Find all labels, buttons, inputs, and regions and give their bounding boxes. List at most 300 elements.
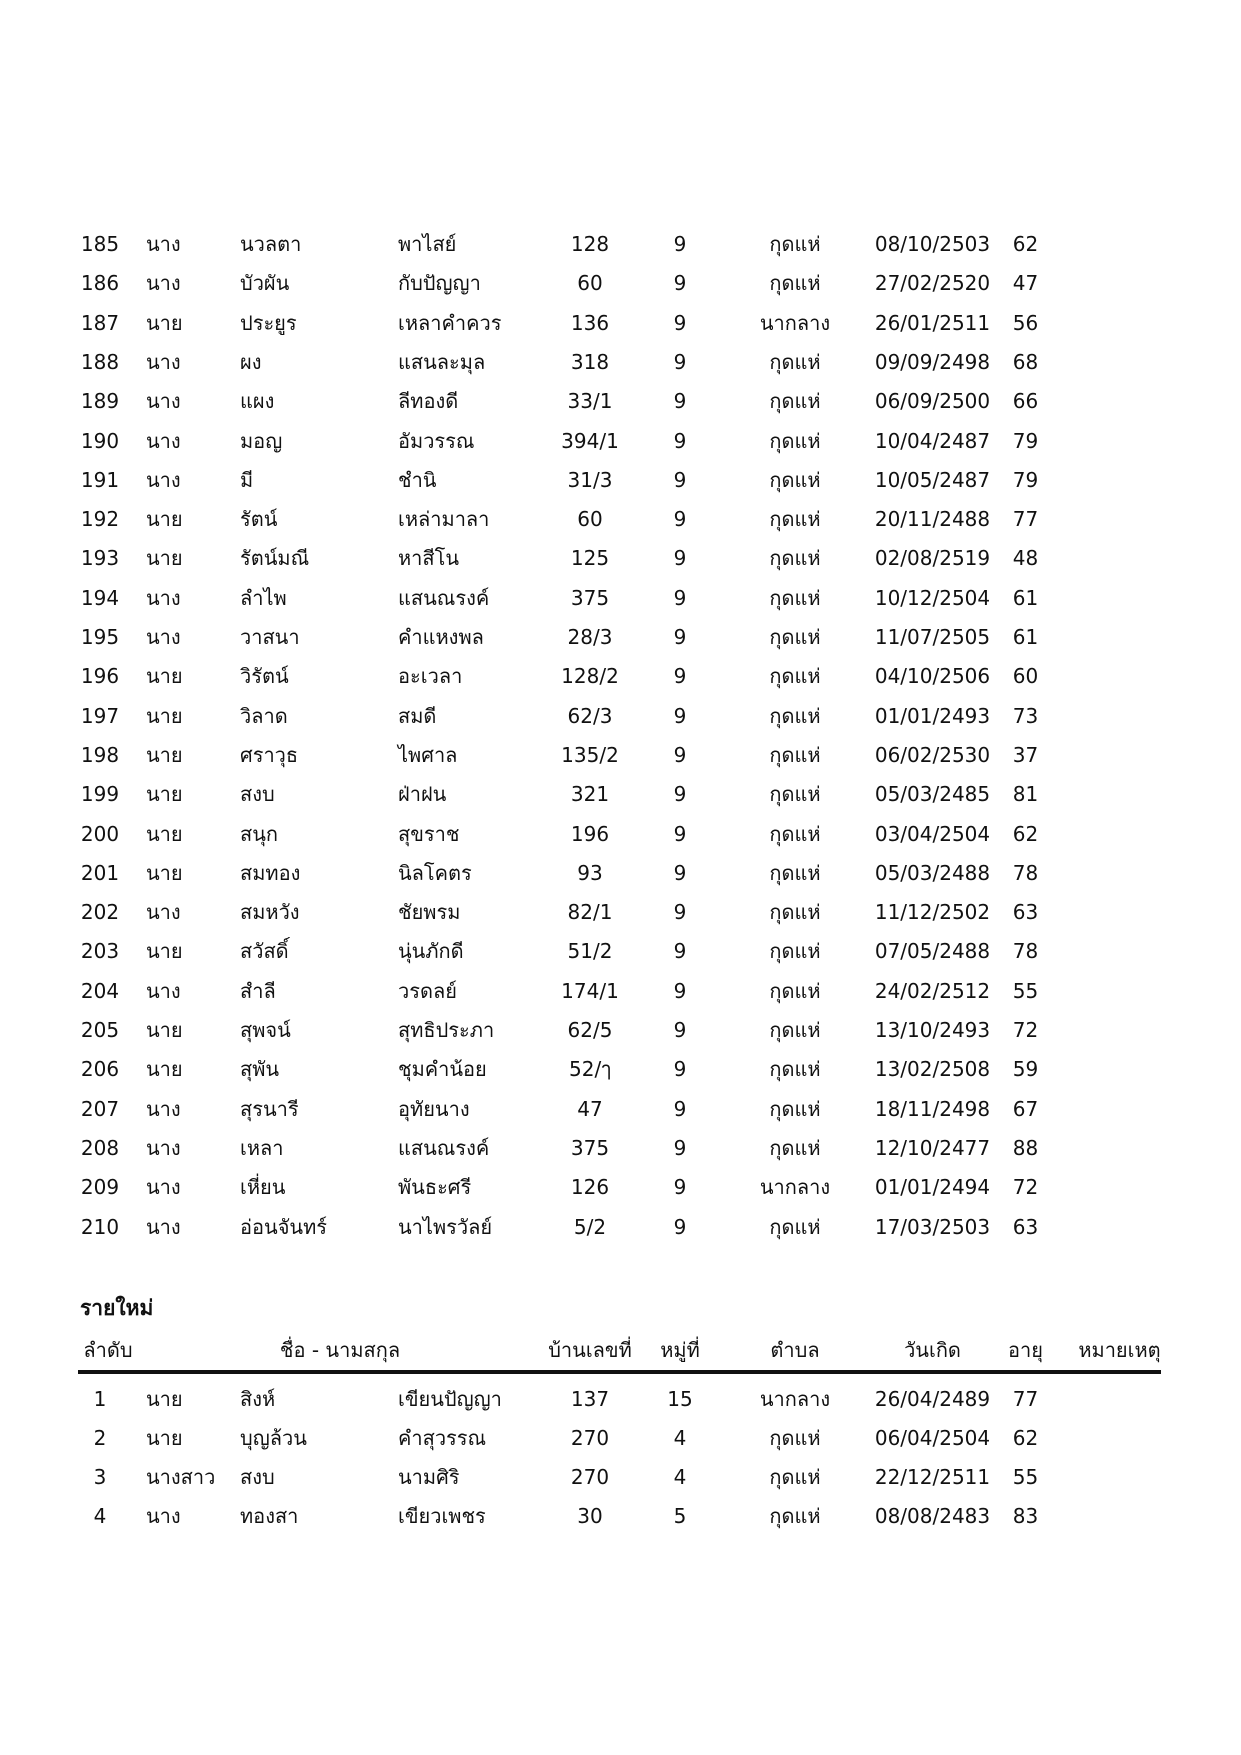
cell-no: 196 [80, 664, 120, 689]
cell-last: พันธะศรี [398, 1175, 472, 1200]
cell-moo: 9 [673, 742, 687, 767]
table-row [0, 382, 1241, 421]
cell-no: 191 [80, 467, 120, 492]
cell-title: นาง [146, 389, 181, 414]
cell-birth: 26/01/2511 [874, 310, 991, 335]
cell-no: 210 [80, 1214, 120, 1239]
cell-house: 128/2 [561, 664, 619, 689]
cell-tambon: กุดแห่ [769, 1214, 821, 1239]
cell-age: 59 [1012, 1057, 1039, 1082]
cell-birth: 06/02/2530 [874, 742, 991, 767]
cell-age: 66 [1012, 389, 1039, 414]
cell-no: 202 [80, 900, 120, 925]
cell-moo: 9 [673, 271, 687, 296]
cell-house: 270 [570, 1426, 610, 1450]
cell-birth: 04/10/2506 [874, 664, 991, 689]
cell-age: 78 [1012, 939, 1039, 964]
table-row [0, 657, 1241, 696]
cell-last: ฝ่าฝน [398, 782, 447, 807]
cell-last: ชัยพรม [398, 900, 461, 925]
cell-tambon: กุดแห่ [769, 703, 821, 728]
cell-title: นาง [146, 467, 181, 492]
cell-first: สุพัน [240, 1057, 280, 1082]
cell-birth: 08/08/2483 [874, 1504, 991, 1528]
cell-last: สุทธิประภา [398, 1018, 495, 1042]
cell-no: 203 [80, 939, 120, 964]
cell-tambon: กุดแห่ [769, 389, 821, 414]
table-row [0, 736, 1241, 775]
cell-first: ผง [240, 349, 262, 374]
cell-moo: 9 [673, 1018, 687, 1042]
cell-age: 77 [1012, 1387, 1039, 1411]
cell-first: สงบ [240, 782, 275, 807]
cell-moo: 9 [673, 1135, 687, 1160]
cell-no: 206 [80, 1057, 120, 1082]
cell-moo: 9 [673, 821, 687, 846]
table-row [0, 579, 1241, 618]
cell-title: นาย [146, 1387, 183, 1411]
cell-first: เหลา [240, 1135, 284, 1160]
cell-tambon: นากลาง [759, 1175, 831, 1200]
cell-age: 83 [1012, 1504, 1039, 1528]
cell-title: นาย [146, 507, 183, 532]
cell-age: 79 [1012, 428, 1039, 453]
cell-last: เหลาคำควร [398, 310, 502, 335]
header-divider [78, 1370, 1161, 1374]
cell-first: เหี่ยน [240, 1175, 286, 1200]
table-row [0, 225, 1241, 264]
cell-first: ประยูร [240, 310, 297, 335]
cell-last: สุขราช [398, 821, 460, 846]
cell-first: รัตน์มณี [240, 546, 310, 571]
header-moo: หมู่ที่ [660, 1338, 700, 1362]
cell-tambon: นากลาง [759, 310, 831, 335]
cell-title: นาย [146, 782, 183, 807]
cell-birth: 09/09/2498 [874, 349, 991, 374]
cell-title: นาย [146, 1426, 183, 1450]
table-row [0, 815, 1241, 854]
cell-house: 126 [570, 1175, 610, 1200]
cell-birth: 27/02/2520 [874, 271, 991, 296]
table-row [0, 893, 1241, 932]
cell-no: 4 [93, 1504, 107, 1528]
cell-house: 28/3 [567, 625, 613, 649]
cell-tambon: กุดแห่ [769, 900, 821, 925]
cell-last: นุ่นภักดี [398, 939, 464, 964]
cell-moo: 9 [673, 703, 687, 728]
cell-house: 125 [570, 546, 610, 571]
cell-title: นาย [146, 310, 183, 335]
cell-first: สุพจน์ [240, 1018, 291, 1042]
cell-first: สวัสดิ์ [240, 939, 289, 964]
cell-first: ศราวุธ [240, 742, 299, 767]
cell-house: 375 [570, 585, 610, 610]
cell-moo: 9 [673, 585, 687, 610]
cell-title: นาย [146, 821, 183, 846]
cell-tambon: กุดแห่ [769, 271, 821, 296]
cell-first: นวลตา [240, 232, 302, 256]
cell-no: 192 [80, 507, 120, 532]
cell-last: แสนละมุล [398, 349, 486, 374]
cell-title: นาย [146, 703, 183, 728]
cell-birth: 10/05/2487 [874, 467, 991, 492]
cell-moo: 9 [673, 1096, 687, 1121]
cell-age: 78 [1012, 860, 1039, 885]
table-row [0, 343, 1241, 382]
cell-house: 60 [577, 271, 603, 296]
cell-birth: 01/01/2493 [874, 703, 991, 728]
cell-age: 79 [1012, 467, 1039, 492]
cell-moo: 9 [673, 546, 687, 571]
table-header [0, 1332, 1241, 1368]
cell-tambon: กุดแห่ [769, 782, 821, 807]
cell-house: 196 [570, 821, 610, 846]
cell-tambon: กุดแห่ [769, 1135, 821, 1160]
cell-title: นาง [146, 1175, 181, 1200]
cell-age: 60 [1012, 664, 1039, 689]
cell-house: 128 [570, 232, 610, 256]
cell-birth: 03/04/2504 [874, 821, 991, 846]
cell-house: 31/3 [567, 467, 613, 492]
cell-no: 205 [80, 1018, 120, 1042]
cell-house: 52/ๅ [569, 1057, 611, 1082]
cell-tambon: กุดแห่ [769, 1426, 821, 1450]
cell-title: นาง [146, 625, 181, 649]
cell-title: นาง [146, 232, 181, 256]
table-row [0, 304, 1241, 343]
cell-birth: 13/10/2493 [874, 1018, 991, 1042]
cell-tambon: กุดแห่ [769, 1504, 821, 1528]
cell-tambon: กุดแห่ [769, 978, 821, 1003]
cell-tambon: กุดแห่ [769, 1057, 821, 1082]
cell-house: 82/1 [567, 900, 613, 925]
cell-no: 204 [80, 978, 120, 1003]
table-row [0, 932, 1241, 971]
cell-birth: 06/09/2500 [874, 389, 991, 414]
cell-age: 56 [1012, 310, 1039, 335]
table-row [0, 1090, 1241, 1129]
cell-age: 72 [1012, 1175, 1039, 1200]
cell-house: 62/5 [567, 1018, 613, 1042]
cell-no: 198 [80, 742, 120, 767]
cell-title: นาง [146, 585, 181, 610]
cell-moo: 9 [673, 939, 687, 964]
header-note: หมายเหตุ [1078, 1338, 1161, 1362]
cell-house: 47 [577, 1096, 603, 1121]
table-row [0, 264, 1241, 303]
cell-last: พาไสย์ [398, 232, 457, 256]
cell-moo: 9 [673, 467, 687, 492]
cell-tambon: กุดแห่ [769, 349, 821, 374]
cell-birth: 02/08/2519 [874, 546, 991, 571]
cell-moo: 4 [673, 1465, 687, 1489]
cell-age: 63 [1012, 1214, 1039, 1239]
table-row [0, 618, 1241, 657]
cell-house: 5/2 [573, 1214, 607, 1239]
cell-first: สำลี [240, 978, 276, 1003]
cell-title: นาง [146, 1135, 181, 1160]
cell-no: 207 [80, 1096, 120, 1121]
cell-first: สุรนารี [240, 1096, 299, 1121]
cell-house: 318 [570, 349, 610, 374]
cell-moo: 9 [673, 900, 687, 925]
cell-age: 61 [1012, 585, 1039, 610]
cell-house: 51/2 [567, 939, 613, 964]
cell-no: 199 [80, 782, 120, 807]
cell-tambon: กุดแห่ [769, 1018, 821, 1042]
cell-birth: 01/01/2494 [874, 1175, 991, 1200]
cell-age: 62 [1012, 821, 1039, 846]
cell-title: นาง [146, 428, 181, 453]
cell-moo: 9 [673, 349, 687, 374]
table-row [0, 500, 1241, 539]
header-age: อายุ [1008, 1338, 1043, 1362]
cell-title: นางสาว [146, 1465, 216, 1489]
cell-birth: 17/03/2503 [874, 1214, 991, 1239]
cell-birth: 18/11/2498 [874, 1096, 991, 1121]
cell-age: 81 [1012, 782, 1039, 807]
cell-tambon: กุดแห่ [769, 585, 821, 610]
cell-title: นาย [146, 939, 183, 964]
cell-house: 137 [570, 1387, 610, 1411]
cell-house: 270 [570, 1465, 610, 1489]
cell-birth: 26/04/2489 [874, 1387, 991, 1411]
cell-moo: 9 [673, 310, 687, 335]
cell-first: สงบ [240, 1465, 275, 1489]
cell-no: 3 [93, 1465, 107, 1489]
cell-title: นาย [146, 1057, 183, 1082]
table-row [0, 461, 1241, 500]
cell-title: นาง [146, 1214, 181, 1239]
cell-title: นาง [146, 1096, 181, 1121]
cell-no: 194 [80, 585, 120, 610]
table-row [0, 1458, 1241, 1497]
cell-moo: 5 [673, 1504, 687, 1528]
table-row [0, 775, 1241, 814]
cell-first: มี [240, 467, 254, 492]
cell-last: คำสุวรรณ [398, 1426, 487, 1450]
cell-moo: 9 [673, 860, 687, 885]
cell-age: 55 [1012, 978, 1039, 1003]
cell-birth: 06/04/2504 [874, 1426, 991, 1450]
cell-last: อะเวลา [398, 664, 463, 689]
cell-no: 195 [80, 625, 120, 649]
cell-age: 62 [1012, 232, 1039, 256]
cell-birth: 10/12/2504 [874, 585, 991, 610]
cell-age: 37 [1012, 742, 1039, 767]
cell-no: 185 [80, 232, 120, 256]
header-birth: วันเกิด [904, 1338, 961, 1362]
cell-tambon: กุดแห่ [769, 1096, 821, 1121]
cell-last: อุทัยนาง [398, 1096, 470, 1121]
cell-birth: 05/03/2488 [874, 860, 991, 885]
cell-no: 188 [80, 349, 120, 374]
cell-last: นาไพรวัลย์ [398, 1214, 493, 1239]
cell-age: 77 [1012, 507, 1039, 532]
cell-last: อัมวรรณ [398, 428, 475, 453]
cell-house: 30 [577, 1504, 603, 1528]
cell-moo: 9 [673, 782, 687, 807]
cell-birth: 11/12/2502 [874, 900, 991, 925]
cell-house: 136 [570, 310, 610, 335]
table-row [0, 1380, 1241, 1419]
cell-house: 33/1 [567, 389, 613, 414]
cell-house: 174/1 [561, 978, 619, 1003]
cell-first: สนุก [240, 821, 278, 846]
cell-moo: 9 [673, 389, 687, 414]
table-row [0, 422, 1241, 461]
cell-first: วาสนา [240, 625, 300, 649]
cell-age: 48 [1012, 546, 1039, 571]
table-row [0, 1419, 1241, 1458]
cell-moo: 9 [673, 1214, 687, 1239]
cell-title: นาย [146, 546, 183, 571]
header-no: ลำดับ [83, 1338, 133, 1362]
cell-moo: 9 [673, 978, 687, 1003]
cell-first: อ่อนจันทร์ [240, 1214, 328, 1239]
cell-no: 1 [93, 1387, 107, 1411]
cell-tambon: กุดแห่ [769, 546, 821, 571]
cell-first: รัตน์ [240, 507, 278, 532]
cell-first: สิงห์ [240, 1387, 276, 1411]
cell-moo: 9 [673, 1057, 687, 1082]
cell-title: นาย [146, 664, 183, 689]
cell-first: แผง [240, 389, 275, 414]
cell-birth: 11/07/2505 [874, 625, 991, 649]
cell-last: นามศิริ [398, 1465, 460, 1489]
cell-title: นาง [146, 1504, 181, 1528]
cell-birth: 10/04/2487 [874, 428, 991, 453]
cell-no: 200 [80, 821, 120, 846]
cell-tambon: กุดแห่ [769, 467, 821, 492]
cell-age: 73 [1012, 703, 1039, 728]
cell-age: 62 [1012, 1426, 1039, 1450]
table-row [0, 1497, 1241, 1536]
cell-moo: 9 [673, 232, 687, 256]
cell-no: 197 [80, 703, 120, 728]
cell-house: 60 [577, 507, 603, 532]
cell-age: 61 [1012, 625, 1039, 649]
cell-house: 62/3 [567, 703, 613, 728]
cell-tambon: กุดแห่ [769, 625, 821, 649]
cell-age: 63 [1012, 900, 1039, 925]
cell-title: นาย [146, 742, 183, 767]
cell-last: ชำนิ [398, 467, 437, 492]
cell-birth: 07/05/2488 [874, 939, 991, 964]
cell-moo: 9 [673, 664, 687, 689]
cell-birth: 13/02/2508 [874, 1057, 991, 1082]
cell-no: 190 [80, 428, 120, 453]
header-tambon: ตำบล [770, 1338, 820, 1362]
cell-house: 375 [570, 1135, 610, 1160]
cell-title: นาย [146, 1018, 183, 1042]
cell-first: สมทอง [240, 860, 301, 885]
cell-tambon: กุดแห่ [769, 742, 821, 767]
header-house: บ้านเลขที่ [548, 1338, 632, 1362]
cell-birth: 08/10/2503 [874, 232, 991, 256]
cell-age: 55 [1012, 1465, 1039, 1489]
cell-first: วิรัตน์ [240, 664, 289, 689]
cell-title: นาย [146, 860, 183, 885]
header-name: ชื่อ - นามสกุล [279, 1338, 401, 1362]
cell-no: 186 [80, 271, 120, 296]
cell-last: หาสีโน [398, 546, 460, 571]
table-row [0, 539, 1241, 578]
cell-last: แสนณรงค์ [398, 585, 490, 610]
cell-no: 187 [80, 310, 120, 335]
cell-tambon: กุดแห่ [769, 1465, 821, 1489]
cell-age: 68 [1012, 349, 1039, 374]
cell-birth: 22/12/2511 [874, 1465, 991, 1489]
cell-last: ลีทองดี [398, 389, 459, 414]
cell-title: นาง [146, 900, 181, 925]
cell-tambon: กุดแห่ [769, 507, 821, 532]
cell-tambon: นากลาง [759, 1387, 831, 1411]
cell-last: วรดลย์ [398, 978, 457, 1003]
table-row [0, 1129, 1241, 1168]
cell-age: 67 [1012, 1096, 1039, 1121]
cell-last: เหล่ามาลา [398, 507, 490, 532]
cell-house: 135/2 [561, 742, 619, 767]
cell-moo: 9 [673, 625, 687, 649]
cell-last: คำแหงพล [398, 625, 484, 649]
cell-first: มอญ [240, 428, 283, 453]
table-row [0, 697, 1241, 736]
cell-first: ลำไพ [240, 585, 287, 610]
cell-tambon: กุดแห่ [769, 821, 821, 846]
cell-first: วิลาด [240, 703, 288, 728]
cell-tambon: กุดแห่ [769, 428, 821, 453]
cell-title: นาง [146, 271, 181, 296]
cell-last: ชุมคำน้อย [398, 1057, 487, 1082]
cell-no: 208 [80, 1135, 120, 1160]
cell-birth: 24/02/2512 [874, 978, 991, 1003]
cell-title: นาง [146, 349, 181, 374]
cell-moo: 9 [673, 507, 687, 532]
cell-first: บุญล้วน [240, 1426, 307, 1450]
table-row [0, 1168, 1241, 1207]
cell-tambon: กุดแห่ [769, 939, 821, 964]
cell-tambon: กุดแห่ [769, 860, 821, 885]
cell-first: บัวผัน [240, 271, 290, 296]
cell-last: ไพศาล [398, 742, 458, 767]
table-row [0, 854, 1241, 893]
cell-moo: 9 [673, 428, 687, 453]
table-row [0, 972, 1241, 1011]
cell-moo: 4 [673, 1426, 687, 1450]
cell-last: กับปัญญา [398, 271, 481, 296]
cell-birth: 12/10/2477 [874, 1135, 991, 1160]
cell-birth: 20/11/2488 [874, 507, 991, 532]
table-row [0, 1050, 1241, 1089]
cell-title: นาง [146, 978, 181, 1003]
cell-house: 321 [570, 782, 610, 807]
cell-moo: 15 [667, 1387, 693, 1411]
cell-house: 93 [577, 860, 603, 885]
cell-no: 2 [93, 1426, 107, 1450]
cell-age: 88 [1012, 1135, 1039, 1160]
table-row [0, 1011, 1241, 1050]
cell-no: 209 [80, 1175, 120, 1200]
table-row [0, 1208, 1241, 1247]
cell-age: 47 [1012, 271, 1039, 296]
cell-age: 72 [1012, 1018, 1039, 1042]
cell-tambon: กุดแห่ [769, 664, 821, 689]
cell-last: แสนณรงค์ [398, 1135, 490, 1160]
cell-birth: 05/03/2485 [874, 782, 991, 807]
cell-last: เขียวเพชร [398, 1504, 486, 1528]
cell-first: ทองสา [240, 1504, 299, 1528]
